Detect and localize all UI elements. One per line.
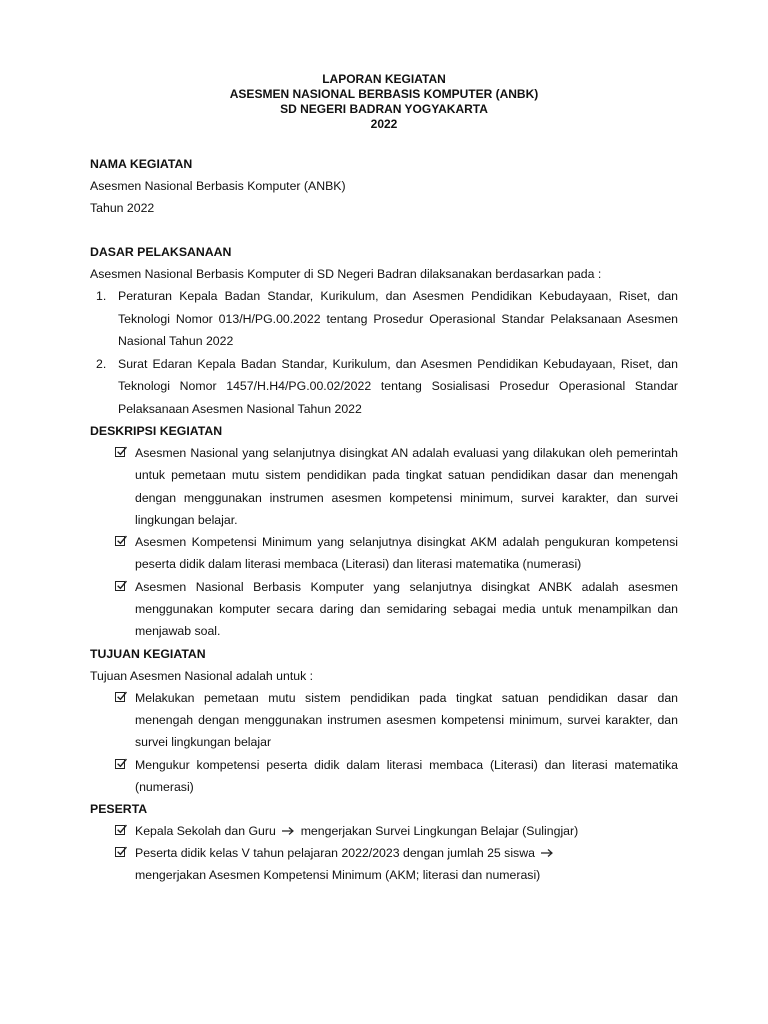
- list-item-text: Asesmen Kompetensi Minimum yang selanjutnya disingkat AKM adalah pengukuran kompetensi peserta didik dalam literasi membaca (Literasi) dan literasi matematika (numerasi): [135, 535, 678, 572]
- peserta-list: [90, 820, 678, 886]
- heading-tujuan-kegiatan: TUJUAN KEGIATAN: [90, 646, 206, 661]
- section-dasar-pelaksanaan: [90, 241, 678, 420]
- nama-kegiatan-line-1: Asesmen Nasional Berbasis Komputer (ANBK): [90, 179, 346, 193]
- peserta-1-subject: Kepala Sekolah dan Guru: [135, 824, 276, 839]
- title-line-3: SD NEGERI BADRAN YOGYAKARTA: [280, 102, 488, 116]
- right-arrow-icon: [540, 848, 554, 858]
- list-item: [90, 576, 678, 643]
- section-tujuan-kegiatan: [90, 643, 678, 798]
- checked-box-icon: [115, 825, 125, 835]
- checked-box-icon: [115, 692, 125, 702]
- list-item: [90, 442, 678, 531]
- list-item-text: Asesmen Nasional Berbasis Komputer yang selanjutnya disingkat ANBK adalah asesmen menggunakan komputer secara daring dan semidaring sebagai media untuk menampilkan dan menjawab soal.: [135, 579, 678, 639]
- list-item: [90, 353, 678, 421]
- tujuan-intro: Tujuan Asesmen Nasional adalah untuk :: [90, 668, 314, 683]
- title-line-4: 2022: [370, 117, 398, 131]
- title-line-1: LAPORAN KEGIATAN: [322, 72, 446, 86]
- list-number: 1.: [96, 289, 107, 303]
- tujuan-list: [90, 687, 678, 798]
- list-item: [90, 842, 678, 886]
- list-item-text: Peraturan Kepala Badan Standar, Kurikulum, dan Asesmen Pendidikan Kebudayaan, Riset, dan Teknologi Nomor 013/H/PG.00.2022 tentang Prosedur Operasional Standar Pelaksanaan Asesmen Nasional Tahun 2022: [118, 289, 678, 348]
- heading-nama-kegiatan: NAMA KEGIATAN: [90, 157, 193, 171]
- dasar-list: [90, 285, 678, 420]
- peserta-1-task: mengerjakan Survei Lingkungan Belajar (Sulingjar): [300, 824, 579, 839]
- heading-dasar-pelaksanaan: DASAR PELAKSANAAN: [90, 245, 232, 259]
- section-nama-kegiatan: [90, 153, 678, 219]
- list-item-text-continued: [135, 864, 678, 886]
- checked-box-icon: [115, 581, 125, 591]
- peserta-2-subject: Peserta didik kelas V tahun pelajaran 2022/2023 dengan jumlah 25 siswa: [135, 846, 535, 861]
- dasar-intro: Asesmen Nasional Berbasis Komputer di SD Negeri Badran dilaksanakan berdasarkan pada :: [90, 267, 602, 281]
- section-peserta: [90, 798, 678, 886]
- heading-peserta: PESERTA: [90, 802, 148, 817]
- heading-deskripsi-kegiatan: DESKRIPSI KEGIATAN: [90, 424, 223, 438]
- right-arrow-icon: [281, 826, 295, 836]
- list-item: [90, 754, 678, 799]
- title-line-2: ASESMEN NASIONAL BERBASIS KOMPUTER (ANBK): [229, 87, 539, 101]
- list-item-text: Surat Edaran Kepala Badan Standar, Kurikulum, dan Asesmen Pendidikan Kebudayaan, Riset, dan Teknologi Nomor 1457/H.H4/PG.00.02/2022 tentang Sosialisasi Prosedur Operasional Standar Pelaksanaan Asesmen Nasional Tahun 2022: [118, 356, 678, 416]
- list-item-text: Asesmen Nasional yang selanjutnya disingkat AN adalah evaluasi yang dilakukan oleh pemerintah untuk pemetaan mutu sistem pendidikan pada tingkat satuan pendidikan dasar dan menengah dengan menggunakan instrumen asesmen kompetensi minimum, survei karakter, dan survei lingkungan belajar.: [135, 446, 678, 527]
- list-number: 2.: [96, 356, 107, 371]
- peserta-2-task: mengerjakan Asesmen Kompetensi Minimum (AKM; literasi dan numerasi): [135, 868, 541, 883]
- list-item: [90, 687, 678, 754]
- report-title: [90, 72, 678, 132]
- list-item-text: Mengukur kompetensi peserta didik dalam literasi membaca (Literasi) dan literasi matematika (numerasi): [135, 757, 678, 794]
- list-item: [90, 531, 678, 576]
- deskripsi-list: [90, 442, 678, 643]
- checked-box-icon: [115, 447, 125, 457]
- list-item: [90, 820, 678, 842]
- list-item: [90, 285, 678, 353]
- list-item-text: [135, 842, 678, 864]
- list-item-text: Melakukan pemetaan mutu sistem pendidikan pada tingkat satuan pendidikan dasar dan menengah dengan menggunakan instrumen asesmen kompetensi minimum, survei karakter, dan survei lingkungan belajar: [135, 690, 678, 750]
- list-item-text: [135, 820, 678, 842]
- section-deskripsi-kegiatan: [90, 420, 678, 643]
- checked-box-icon: [115, 847, 125, 857]
- checked-box-icon: [115, 536, 125, 546]
- checked-box-icon: [115, 759, 125, 769]
- document-page: [90, 72, 678, 886]
- nama-kegiatan-line-2: Tahun 2022: [90, 201, 155, 215]
